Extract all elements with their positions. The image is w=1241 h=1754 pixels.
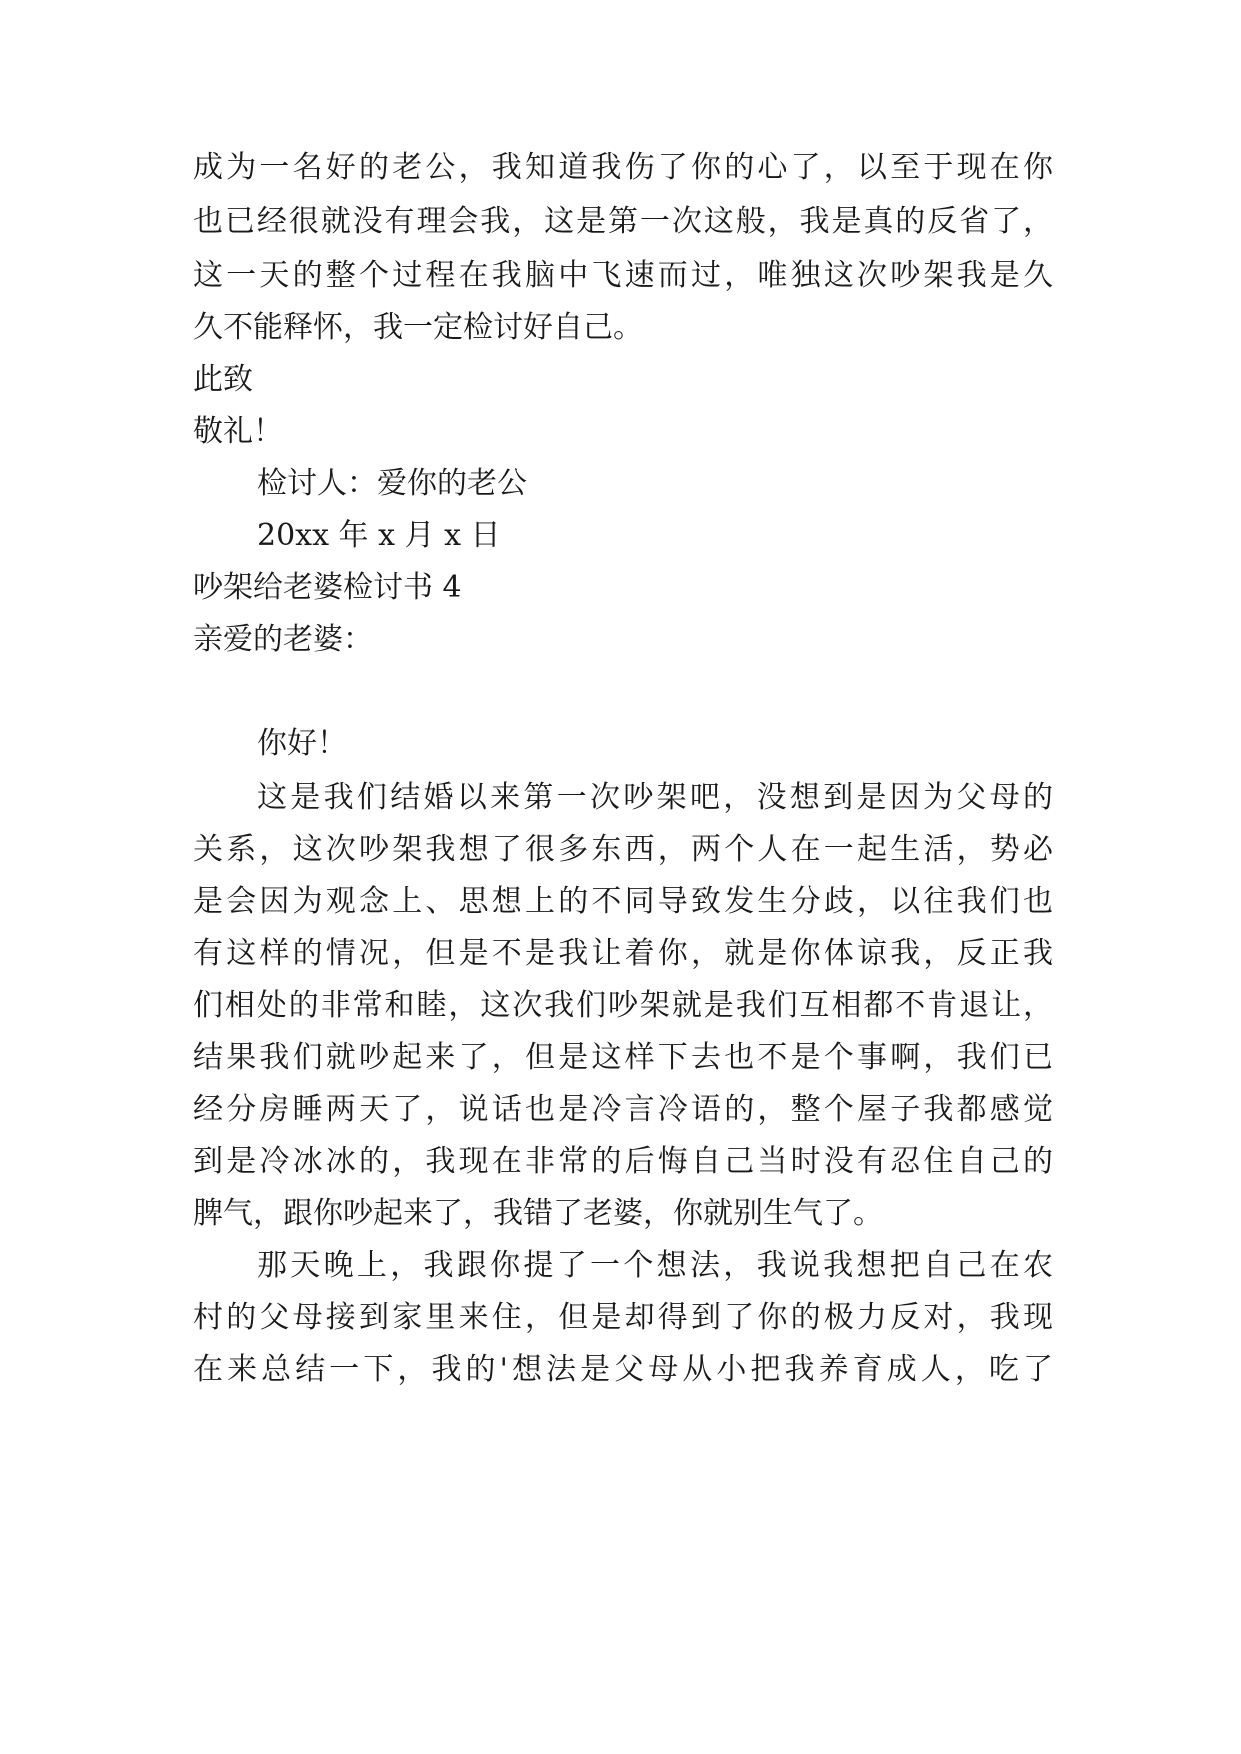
body-line: 到是冷冰冰的，我现在非常的后悔自己当时没有忍住自己的 [193,1144,1053,1179]
body-line: 有这样的情况，但是不是我让着你，就是你体谅我，反正我 [193,936,1053,971]
body-line: 经分房睡两天了，说话也是冷言冷语的，整个屋子我都感觉 [193,1092,1053,1127]
body-line: 成为一名好的老公，我知道我伤了你的心了，以至于现在你 [193,150,1053,185]
body-line: 在来总结一下，我的'想法是父母从小把我养育成人，吃了 [193,1352,1053,1387]
greeting: 你好！ [257,726,347,761]
date-line: 20xx 年 x 月 x 日 [257,518,501,553]
body-line: 是会因为观念上、思想上的不同导致发生分歧，以往我们也 [193,884,1053,919]
closing-line: 此致 [193,362,253,397]
body-line: 久不能释怀，我一定检讨好自己。 [193,310,643,345]
body-line: 脾气，跟你吵起来了，我错了老婆，你就别生气了。 [193,1196,883,1231]
closing-line: 敬礼！ [193,414,283,449]
signer-line: 检讨人：爱你的老公 [257,466,527,501]
body-line: 这一天的整个过程在我脑中飞速而过，唯独这次吵架我是久 [193,258,1053,293]
body-line: 这是我们结婚以来第一次吵架吧，没想到是因为父母的 [257,780,1053,815]
body-line: 村的父母接到家里来住，但是却得到了你的极力反对，我现 [193,1300,1053,1335]
body-line: 那天晚上，我跟你提了一个想法，我说我想把自己在农 [257,1248,1053,1283]
body-line: 关系，这次吵架我想了很多东西，两个人在一起生活，势必 [193,832,1053,867]
salutation: 亲爱的老婆： [193,622,373,657]
section-title: 吵架给老婆检讨书 4 [193,570,462,605]
body-line: 也已经很就没有理会我，这是第一次这般，我是真的反省了， [193,204,1053,239]
body-line: 结果我们就吵起来了，但是这样下去也不是个事啊，我们已 [193,1040,1053,1075]
body-line: 们相处的非常和睦，这次我们吵架就是我们互相都不肯退让， [193,988,1053,1023]
